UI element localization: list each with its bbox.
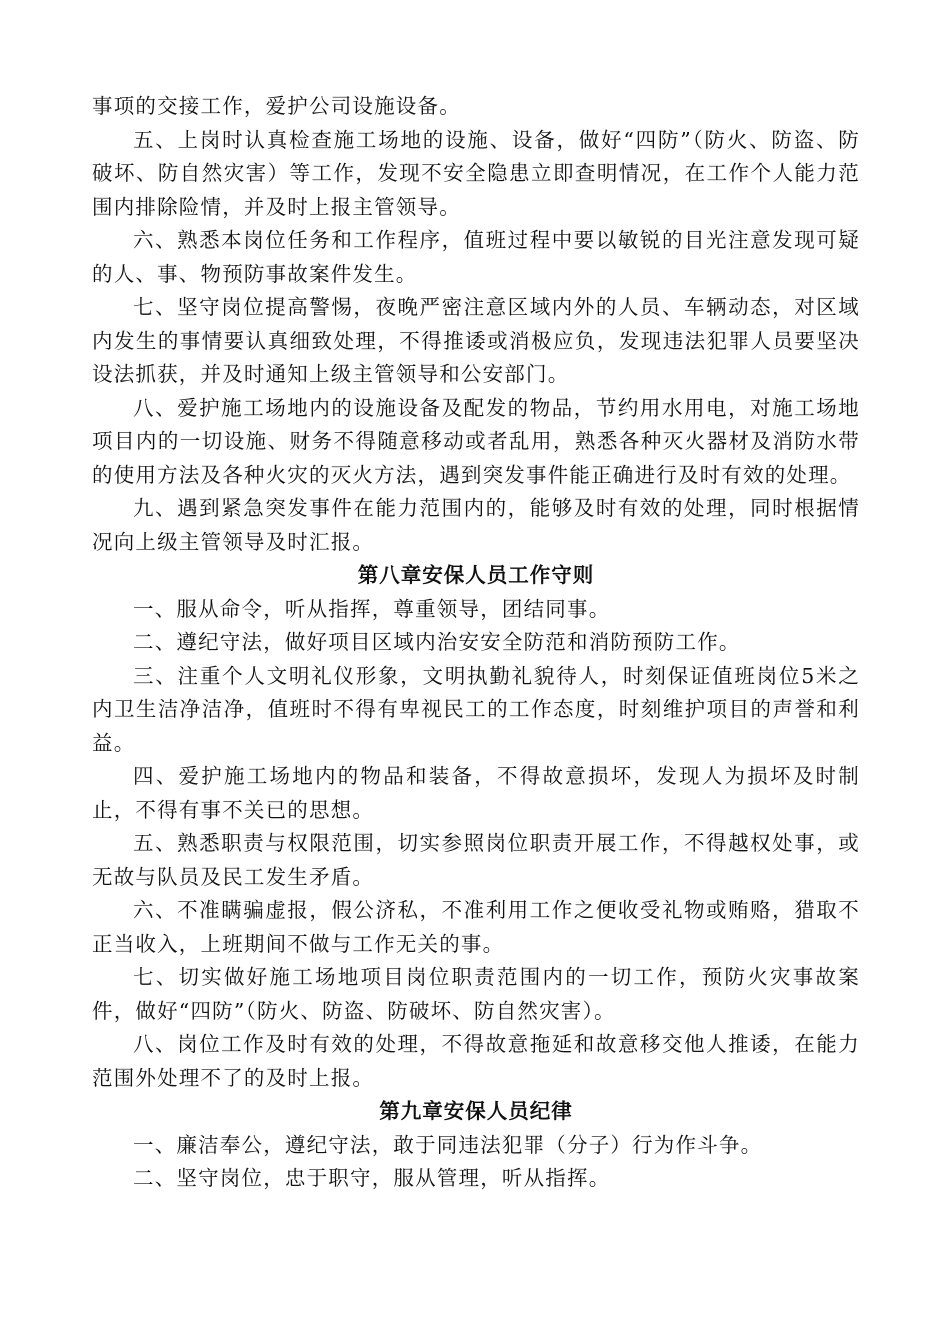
document-body	[92, 90, 860, 1196]
rule-item-1: 一、服从命令，听从指挥，尊重领导，团结同事。	[133, 596, 611, 621]
rule-item-7: 七、切实做好施工场地项目岗位职责范围内的一切工作，预防火灾事故案件，做好“四防”（防火、防盗、防破坏、防自然灾害）。	[92, 965, 860, 1023]
discipline-item-1: 一、廉洁奉公，遵纪守法，敢于同违法犯罪（分子）行为作斗争。	[133, 1132, 763, 1157]
discipline-item-2: 二、坚守岗位，忠于职守，服从管理，听从指挥。	[133, 1166, 611, 1190]
duty-item-7: 七、坚守岗位提高警惕，夜晚严密注意区域内外的人员、车辆动态，对区域内发生的事情要认真细致处理，不得推诿或消极应负，发现违法犯罪人员要坚决设法抓获，并及时通知上级主管领导和公安部门。	[92, 295, 860, 386]
paragraph-continuation: 事项的交接工作，爱护公司设施设备。	[92, 94, 461, 118]
chapter-8-title: 第八章安保人员工作守则	[357, 563, 595, 587]
duty-item-5: 五、上岗时认真检查施工场地的设施、设备，做好“四防”（防火、防盗、防破坏、防自然灾害）等工作，发现不安全隐患立即查明情况，在工作个人能力范围内排除险情，并及时上报主管领导。	[92, 127, 860, 219]
rule-item-8: 八、岗位工作及时有效的处理，不得故意拖延和故意移交他人推诿，在能力范围外处理不了的及时上报。	[92, 1032, 860, 1090]
rule-item-2: 二、遵纪守法，做好项目区域内治安安全防范和消防预防工作。	[133, 630, 741, 654]
duty-item-6: 六、熟悉本岗位任务和工作程序，值班过程中要以敏锐的目光注意发现可疑的人、事、物预防事故案件发生。	[92, 228, 860, 286]
duty-item-9: 九、遇到紧急突发事件在能力范围内的，能够及时有效的处理，同时根据情况向上级主管领导及时汇报。	[92, 496, 860, 554]
rule-item-4: 四、爱护施工场地内的物品和装备，不得故意损坏，发现人为损坏及时制止，不得有事不关已的思想。	[92, 764, 860, 822]
chapter-9-title: 第九章安保人员纪律	[379, 1099, 573, 1123]
rule-item-6: 六、不准瞒骗虚报，假公济私，不准利用工作之便收受礼物或贿赂，猎取不正当收入，上班期间不做与工作无关的事。	[92, 898, 860, 956]
duty-item-8: 八、爱护施工场地内的设施设备及配发的物品，节约用水用电，对施工场地项目内的一切设施、财务不得随意移动或者乱用，熟悉各种灭火器材及消防水带的使用方法及各种火灾的灭火方法，遇到突发事件能正确进行及时有效的处理。	[92, 395, 860, 487]
rule-item-5: 五、熟悉职责与权限范围，切实参照岗位职责开展工作，不得越权处事，或无故与队员及民工发生矛盾。	[92, 831, 860, 889]
rule-item-3: 三、注重个人文明礼仪形象，文明执勤礼貌待人，时刻保证值班岗位5米之内卫生洁净洁净，值班时不得有卑视民工的工作态度，时刻维护项目的声誉和利益。	[92, 663, 860, 755]
